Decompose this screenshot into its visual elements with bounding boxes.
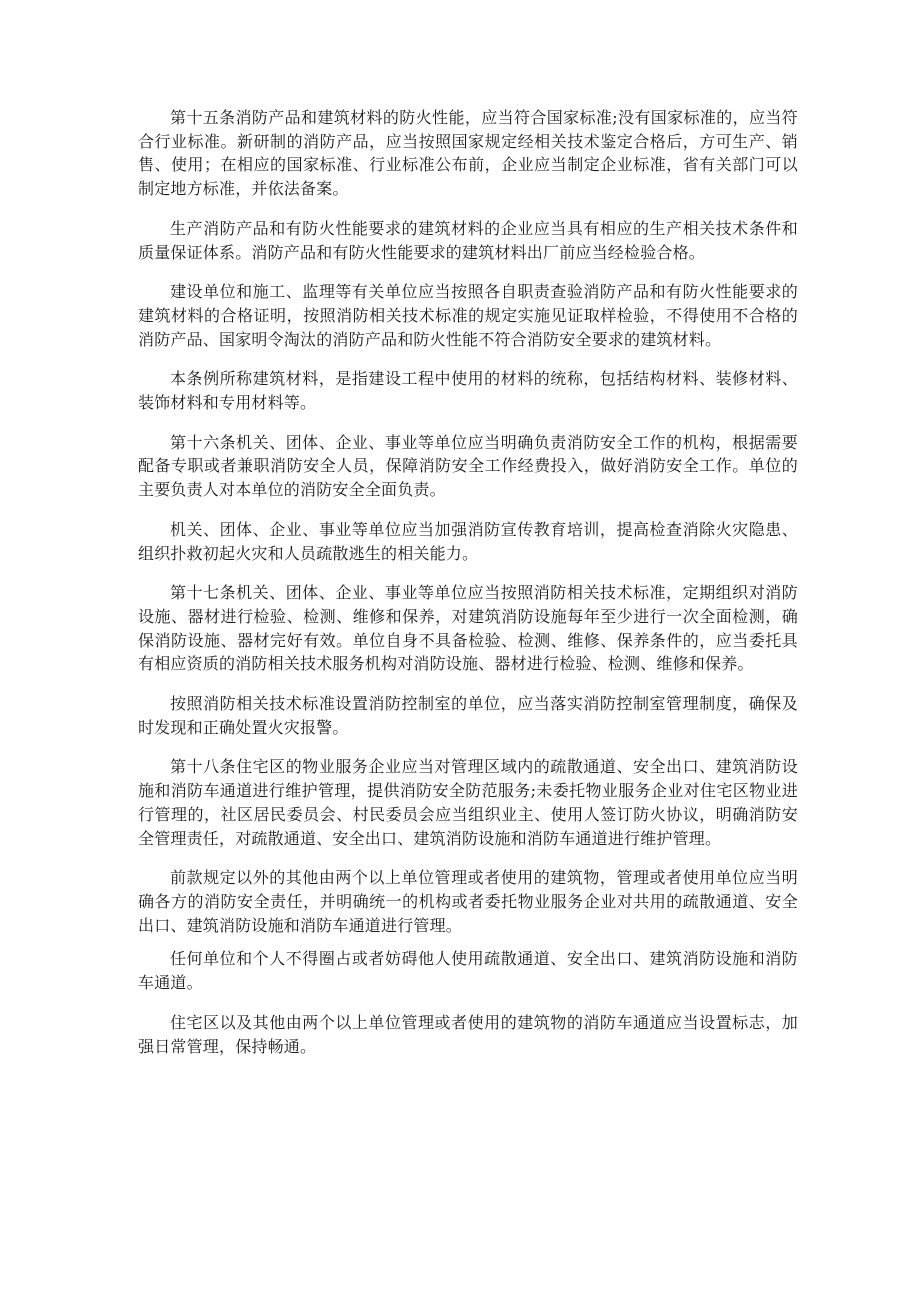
obstruction-prohibition-paragraph: 任何单位和个人不得圈占或者妨碍他人使用疏散通道、安全出口、建筑消防设施和消防车通道。 <box>138 949 798 993</box>
article-18-paragraph: 第十八条住宅区的物业服务企业应当对管理区域内的疏散通道、安全出口、建筑消防设施和消防车通道进行维护管理，提供消防安全防范服务;未委托物业服务企业对住宅区物业进行管理的，社区居民委员会、村民委员会应当组织业主、使用人签订防火协议，明确消防安全管理责任，对疏散通道、安全出口、建筑消防设施和消防车通道进行维护管理。 <box>138 757 798 848</box>
production-requirements-paragraph: 生产消防产品和有防火性能要求的建筑材料的企业应当具有相应的生产相关技术条件和质量保证体系。消防产品和有防火性能要求的建筑材料出厂前应当经检验合格。 <box>138 218 798 262</box>
shared-buildings-paragraph: 前款规定以外的其他由两个以上单位管理或者使用的建筑物，管理或者使用单位应当明确各方的消防安全责任，并明确统一的机构或者委托物业服务企业对共用的疏散通道、安全出口、建筑消防设施和消防车通道进行管理。 <box>138 868 798 935</box>
control-room-paragraph: 按照消防相关技术标准设置消防控制室的单位，应当落实消防控制室管理制度，确保及时发现和正确处置火灾报警。 <box>138 694 798 737</box>
document-body <box>138 106 798 1074</box>
training-paragraph: 机关、团体、企业、事业等单位应当加强消防宣传教育培训，提高检查消除火灾隐患、组织扑救初起火灾和人员疏散逃生的相关能力。 <box>138 519 798 563</box>
building-materials-definition-paragraph: 本条例所称建筑材料，是指建设工程中使用的材料的统称，包括结构材料、装修材料、装饰材料和专用材料等。 <box>138 369 798 413</box>
fire-lane-marking-paragraph: 住宅区以及其他由两个以上单位管理或者使用的建筑物的消防车通道应当设置标志，加强日常管理，保持畅通。 <box>138 1012 798 1056</box>
inspection-duties-paragraph: 建设单位和施工、监理等有关单位应当按照各自职责查验消防产品和有防火性能要求的建筑材料的合格证明，按照消防相关技术标准的规定实施见证取样检验，不得使用不合格的消防产品、国家明令淘汰的消防产品和防火性能不符合消防安全要求的建筑材料。 <box>138 282 798 349</box>
article-17-paragraph: 第十七条机关、团体、企业、事业等单位应当按照消防相关技术标准，定期组织对消防设施、器材进行检验、检测、维修和保养，对建筑消防设施每年至少进行一次全面检测，确保消防设施、器材完好有效。单位自身不具备检验、检测、维修、保养条件的，应当委托具有相应资质的消防相关技术服务机构对消防设施、器材进行检验、检测、维修和保养。 <box>138 583 798 674</box>
article-15-paragraph: 第十五条消防产品和建筑材料的防火性能，应当符合国家标准;没有国家标准的，应当符合行业标准。新研制的消防产品，应当按照国家规定经相关技术鉴定合格后，方可生产、销售、使用；在相应的国家标准、行业标准公布前，企业应当制定企业标准，省有关部门可以制定地方标准，并依法备案。 <box>138 108 798 199</box>
article-16-paragraph: 第十六条机关、团体、企业、事业等单位应当明确负责消防安全工作的机构，根据需要配备专职或者兼职消防安全人员，保障消防安全工作经费投入，做好消防安全工作。单位的主要负责人对本单位的消防安全全面负责。 <box>138 432 798 500</box>
